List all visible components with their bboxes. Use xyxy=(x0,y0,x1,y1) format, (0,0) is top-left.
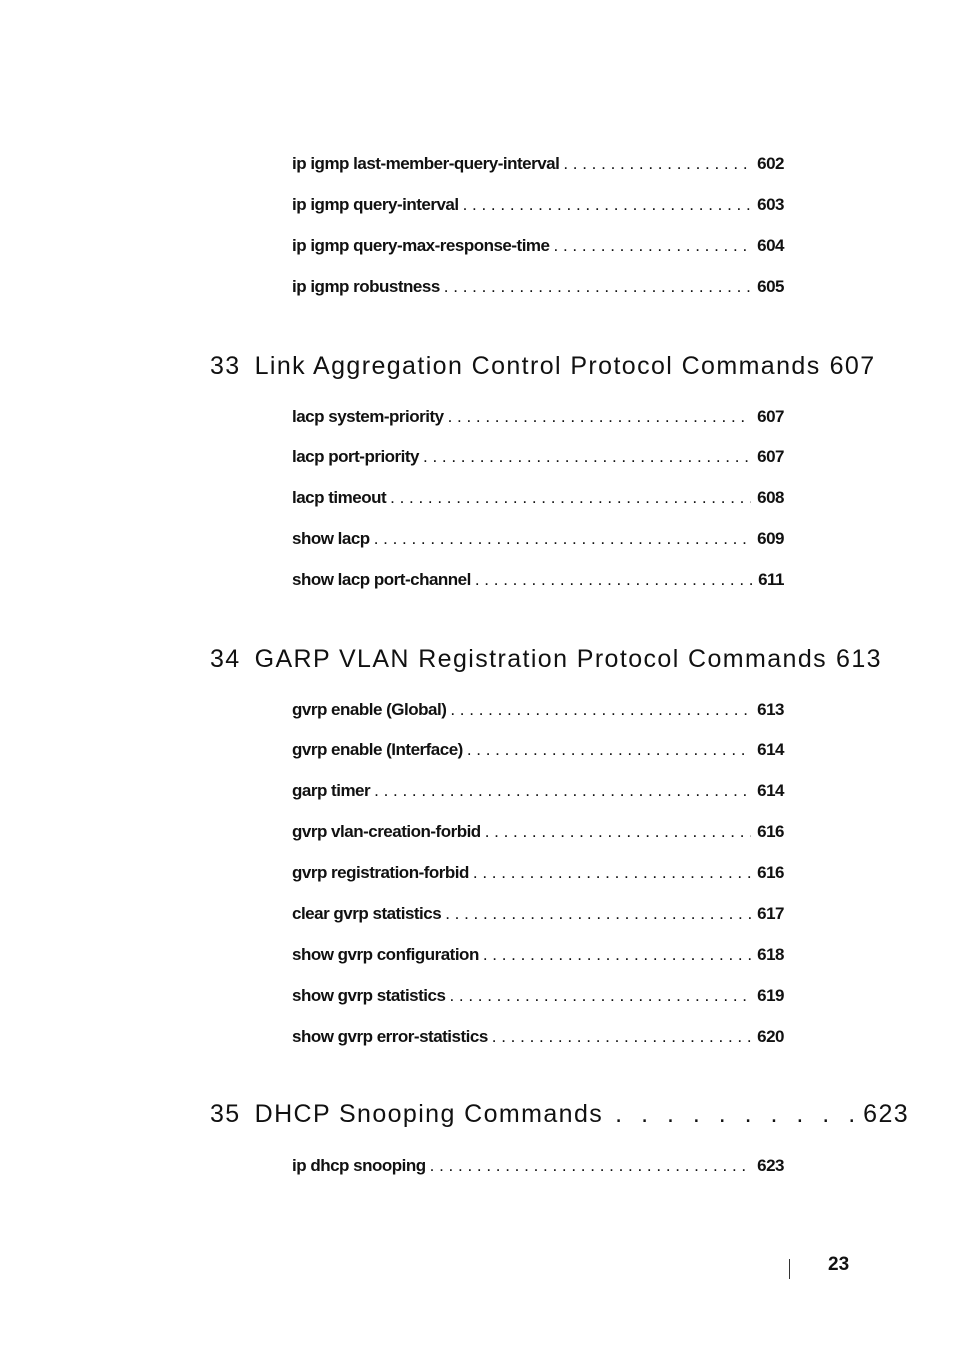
dot-leader: . . . . . . . . . . xyxy=(615,1100,862,1128)
toc-entry[interactable] xyxy=(292,986,784,1010)
dot-leader xyxy=(467,740,751,760)
toc-entry-page: 623 xyxy=(757,1156,784,1175)
chapter-heading[interactable] xyxy=(210,352,876,386)
toc-entry-label: gvrp enable (Interface) xyxy=(292,740,463,759)
dot-leader xyxy=(473,863,751,883)
toc-entry-label: show gvrp configuration xyxy=(292,945,479,964)
chapter-number: 35 xyxy=(210,1100,241,1128)
toc-entry[interactable] xyxy=(292,447,784,471)
toc-entry-page: 620 xyxy=(757,1027,784,1046)
toc-entry[interactable] xyxy=(292,781,784,805)
chapter-title: GARP VLAN Registration Protocol Commands xyxy=(254,645,828,673)
toc-entry[interactable] xyxy=(292,904,784,928)
toc-entry-page: 613 xyxy=(757,700,784,719)
toc-entry[interactable] xyxy=(292,1027,784,1051)
dot-leader xyxy=(445,904,751,924)
chapter-number: 34 xyxy=(210,645,241,673)
toc-entry-page: 605 xyxy=(757,277,784,296)
dot-leader xyxy=(374,529,751,549)
toc-entry[interactable] xyxy=(292,1156,784,1180)
toc-entry-page: 614 xyxy=(757,740,784,759)
toc-entry-label: lacp port-priority xyxy=(292,447,420,466)
chapter-heading[interactable] xyxy=(210,645,882,679)
toc-entry[interactable] xyxy=(292,700,784,724)
toc-entry-label: ip igmp robustness xyxy=(292,277,440,296)
toc-entry[interactable] xyxy=(292,529,784,553)
dot-leader xyxy=(450,700,751,720)
chapter-number: 33 xyxy=(210,352,241,380)
toc-entry-label: ip igmp query-interval xyxy=(292,195,459,214)
toc-entry-page: 604 xyxy=(757,236,784,255)
toc-entry-page: 607 xyxy=(757,407,784,426)
dot-leader xyxy=(423,447,751,467)
toc-entry-label: gvrp registration-forbid xyxy=(292,863,469,882)
toc-entry-label: show gvrp error-statistics xyxy=(292,1027,488,1046)
dot-leader xyxy=(449,986,751,1006)
dot-leader xyxy=(374,781,751,801)
toc-entry-label: show lacp port-channel xyxy=(292,570,471,589)
dot-leader xyxy=(463,195,752,215)
toc-entry-label: garp timer xyxy=(292,781,371,800)
dot-leader xyxy=(390,488,751,508)
toc-entry-label: show lacp xyxy=(292,529,370,548)
dot-leader xyxy=(448,407,752,427)
toc-entry-label: show gvrp statistics xyxy=(292,986,446,1005)
chapter-heading[interactable] xyxy=(210,1100,909,1134)
toc-entry-page: 616 xyxy=(757,822,784,841)
toc-entry-page: 617 xyxy=(757,904,784,923)
toc-entry[interactable] xyxy=(292,154,784,178)
chapter-title: Link Aggregation Control Protocol Commands xyxy=(254,352,821,380)
chapter-page: 623 xyxy=(863,1100,910,1128)
toc-entry[interactable] xyxy=(292,488,784,512)
toc-entry-label: lacp system-priority xyxy=(292,407,444,426)
toc-entry-label: lacp timeout xyxy=(292,488,387,507)
toc-entry-page: 603 xyxy=(757,195,784,214)
toc-entry[interactable] xyxy=(292,863,784,887)
chapter-page: 607 xyxy=(829,352,876,380)
toc-entry[interactable] xyxy=(292,822,784,846)
footer-divider xyxy=(789,1259,790,1279)
dot-leader xyxy=(485,822,751,842)
dot-leader xyxy=(492,1027,751,1047)
toc-entry-label: ip igmp last-member-query-interval xyxy=(292,154,560,173)
dot-leader xyxy=(563,154,751,174)
toc-entry-page: 616 xyxy=(757,863,784,882)
dot-leader xyxy=(475,570,752,590)
toc-entry[interactable] xyxy=(292,945,784,969)
toc-entry-page: 614 xyxy=(757,781,784,800)
toc-entry[interactable] xyxy=(292,195,784,219)
chapter-title: DHCP Snooping Commands xyxy=(254,1100,604,1128)
page-number: 23 xyxy=(828,1254,850,1275)
toc-entry-label: clear gvrp statistics xyxy=(292,904,442,923)
toc-entry[interactable] xyxy=(292,740,784,764)
toc-entry-page: 611 xyxy=(758,570,784,589)
dot-leader xyxy=(444,277,751,297)
dot-leader xyxy=(483,945,751,965)
toc-entry-label: gvrp enable (Global) xyxy=(292,700,447,719)
toc-entry-page: 619 xyxy=(757,986,784,1005)
toc-entry-page: 618 xyxy=(757,945,784,964)
toc-entry-page: 609 xyxy=(757,529,784,548)
toc-entry-page: 608 xyxy=(757,488,784,507)
toc-entry-label: ip igmp query-max-response-time xyxy=(292,236,550,255)
dot-leader xyxy=(554,236,752,256)
toc-entry-page: 607 xyxy=(757,447,784,466)
toc-entry-label: ip dhcp snooping xyxy=(292,1156,426,1175)
toc-entry[interactable] xyxy=(292,236,784,260)
toc-entry[interactable] xyxy=(292,407,784,431)
toc-entry-label: gvrp vlan-creation-forbid xyxy=(292,822,481,841)
toc-entry-page: 602 xyxy=(757,154,784,173)
dot-leader xyxy=(430,1156,751,1176)
chapter-page: 613 xyxy=(836,645,882,673)
toc-entry[interactable] xyxy=(292,277,784,301)
toc-entry[interactable] xyxy=(292,570,784,594)
